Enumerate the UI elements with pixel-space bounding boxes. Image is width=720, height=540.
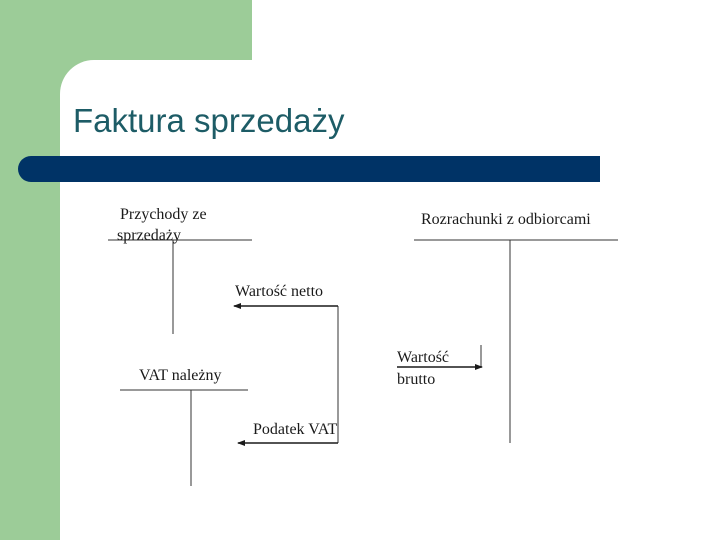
brutto-entry-label-line2: brutto xyxy=(397,371,436,388)
przychody-account-label-line2: sprzedaży xyxy=(117,227,181,244)
brutto-entry-label-line1: Wartość xyxy=(397,349,450,366)
rozrachunki-account-label: Rozrachunki z odbiorcami xyxy=(421,211,591,228)
przychody-account-label-line1: Przychody ze xyxy=(120,206,207,223)
vat-account-label: VAT należny xyxy=(139,367,222,384)
podatek-entry-label: Podatek VAT xyxy=(253,421,338,438)
slide-title: Faktura sprzedaży xyxy=(73,102,345,139)
netto-entry-label: Wartość netto xyxy=(235,283,324,300)
